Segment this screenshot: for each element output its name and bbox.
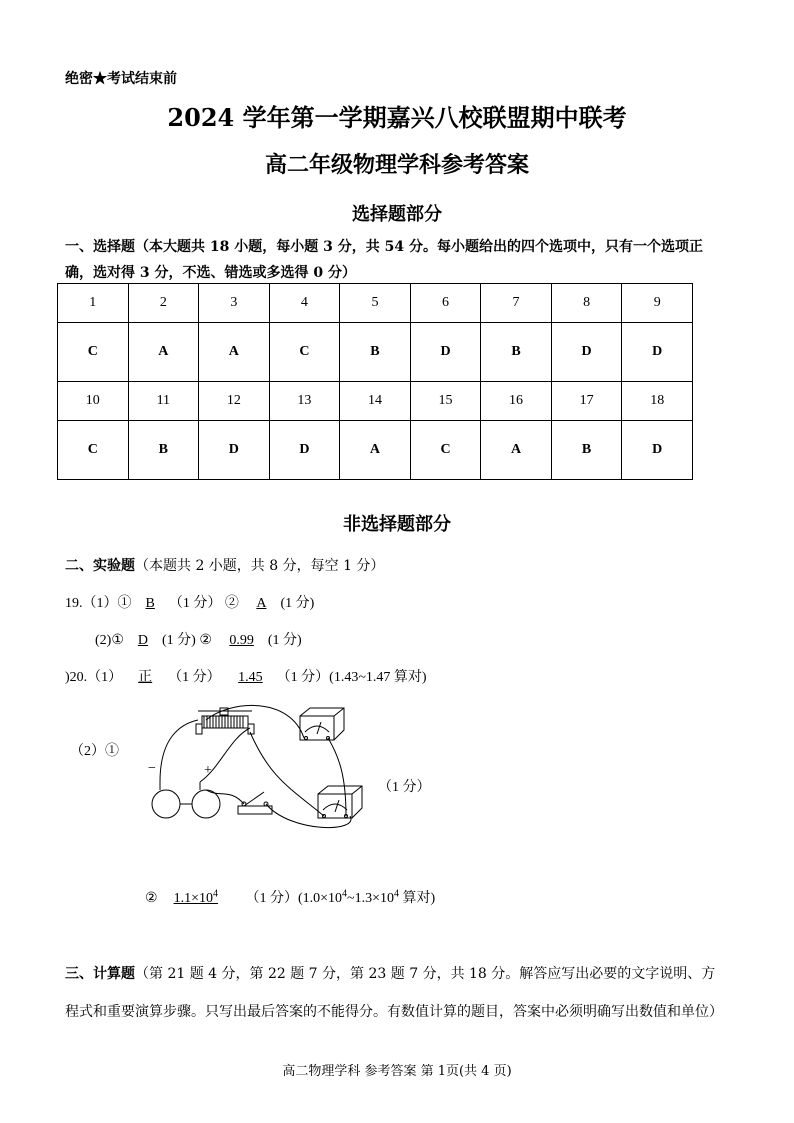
calculation-heading-text: （第 21 题 4 分，第 22 题 7 分，第 23 题 7 分，共 18 分。解答应写出必要的文字说明、方程式和重要演算步骤。只写出最后答案的不能得分。有数值计算的题目，答案中必须明确写出数值和单位） [65,966,723,1020]
choice-instruction: 一、选择题（本大题共 18 小题，每小题 3 分，共 54 分。每小题给出的四个选项中，只有一个选项正确，选对得 3 分，不选、错选或多选得 0 分） [65,239,703,281]
answer-letter: A [481,421,552,480]
answer-letter: D [622,421,693,480]
question-number: 11 [128,382,199,421]
answer-letter: B [551,421,622,480]
q20-1-prefix: )20.（1） [65,670,123,685]
q20-2-prefix: （2）① [70,744,119,759]
voltmeter-icon [300,708,344,740]
q20-3-score-c: 算对) [399,891,436,906]
q20-3-answer-base: 1.1×10 [173,891,213,906]
question-number: 2 [128,284,199,323]
q20-3-exp2: 4 [394,888,400,900]
answer-letter: A [199,323,270,382]
question-number: 4 [269,284,340,323]
experiment-heading-bold: 二、实验题 [65,558,135,574]
q19-2-score2: (1 分) [267,633,302,648]
q20-line3 [145,887,435,907]
q19-2-answer1: D [137,633,148,648]
exam-title: 2024 学年第一学期嘉兴八校联盟期中联考 [167,103,627,132]
q19-1-prefix: 19.（1）① [65,596,132,611]
answer-letter: A [340,421,411,480]
answer-table [57,283,693,480]
calculation-heading [65,955,725,1031]
table-row-answers-1 [58,323,693,382]
question-number: 10 [58,382,129,421]
table-row-numbers-2 [58,382,693,421]
answer-letter: D [199,421,270,480]
answer-letter: D [410,323,481,382]
answer-letter: C [269,323,340,382]
answer-letter: B [128,421,199,480]
experiment-heading [65,555,384,575]
ammeter-icon [318,786,362,818]
answer-letter: C [410,421,481,480]
circuit-wires [160,705,351,827]
answer-letter: D [551,323,622,382]
question-number: 16 [481,382,552,421]
question-number: 15 [410,382,481,421]
page-footer: 高二物理学科 参考答案 第 1页(共 4 页) [282,1064,512,1079]
q19-line2 [95,629,302,649]
table-row-numbers-1 [58,284,693,323]
question-number: 14 [340,382,411,421]
q19-2-answer2: 0.99 [229,633,254,648]
answer-letter: D [622,323,693,382]
section-title-choice: 选择题部分 [352,204,442,225]
battery-plus-label: + [204,763,212,778]
question-number: 5 [340,284,411,323]
q20-1-answer1: 正 [138,670,153,685]
q20-3-exp1: 4 [342,888,348,900]
answer-letter: C [58,323,129,382]
q20-3-score-a: （1 分）(1.0×10 [245,891,343,906]
q19-1-score1: （1 分） ② [168,596,239,611]
rheostat-icon [196,708,254,734]
circuit-score: （1 分） [378,780,431,795]
question-number: 7 [481,284,552,323]
battery-icon [152,782,220,818]
q19-2-prefix: (2)① [95,633,124,648]
q20-line1 [65,666,427,686]
answer-letter: A [128,323,199,382]
experiment-heading-rest: （本题共 2 小题，共 8 分，每空 1 分） [135,558,385,574]
q19-1-answer1: B [145,596,155,611]
table-row-answers-2 [58,421,693,480]
exam-subtitle: 高二年级物理学科参考答案 [264,152,529,178]
q19-line1 [65,592,314,612]
q20-3-score-b: ~1.3×10 [347,891,395,906]
question-number: 1 [58,284,129,323]
q20-1-score1: （1 分） [168,670,221,685]
question-number: 13 [269,382,340,421]
secret-mark: 绝密★考试结束前 [65,71,177,87]
section-title-nonchoice: 非选择题部分 [343,514,451,535]
question-number: 3 [199,284,270,323]
question-number: 12 [199,382,270,421]
q20-3-answer [158,888,230,906]
question-number: 8 [551,284,622,323]
answer-letter: C [58,421,129,480]
question-number: 18 [622,382,693,421]
question-number: 17 [551,382,622,421]
q20-1-score2: （1 分）(1.43~1.47 算对) [276,670,427,685]
answer-letter: B [481,323,552,382]
answer-letter: D [269,421,340,480]
question-number: 9 [622,284,693,323]
answer-letter: B [340,323,411,382]
circuit-diagram [140,698,380,838]
q19-1-score2: (1 分) [280,596,315,611]
q20-3-answer-exp: 4 [212,888,218,900]
q19-2-score1: (1 分) ② [162,633,212,648]
battery-minus-label: − [148,761,156,776]
q20-3-prefix: ② [145,891,158,906]
q20-1-answer2: 1.45 [238,670,263,685]
question-number: 6 [410,284,481,323]
calculation-heading-bold: 三、计算题 [65,966,135,982]
q19-1-answer2: A [256,596,267,611]
